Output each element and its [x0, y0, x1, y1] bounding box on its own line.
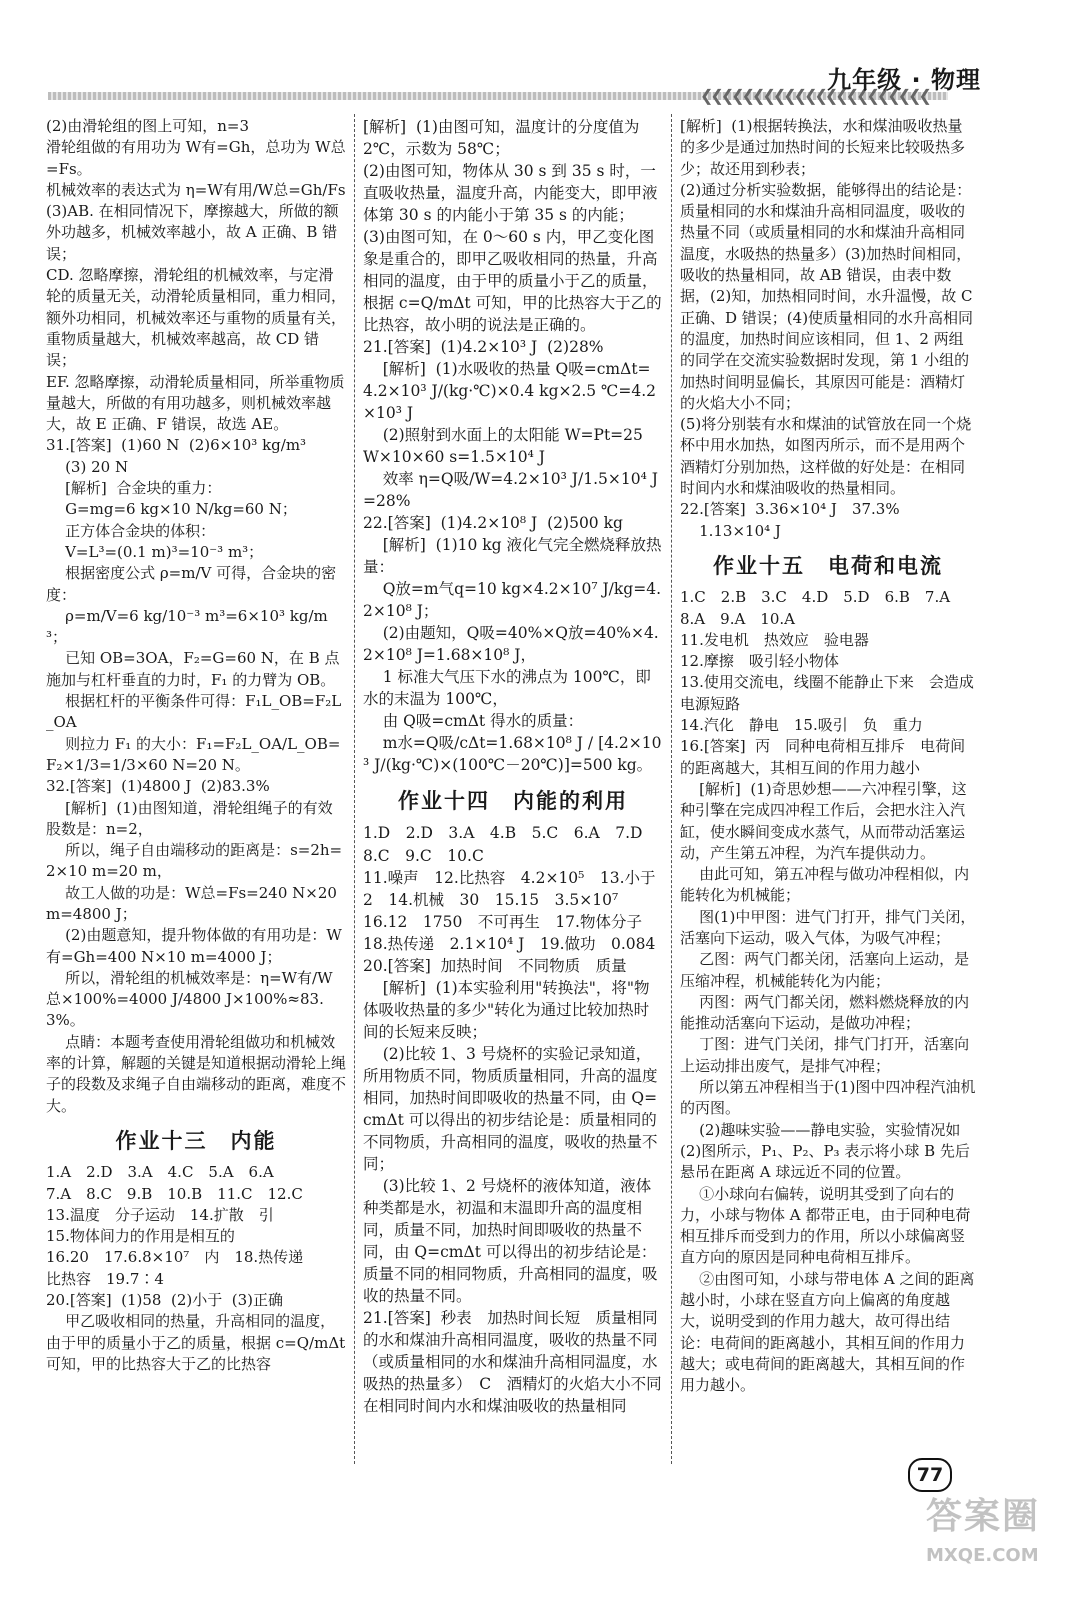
answer-line: 已知 OB=3OA，F₂=G=60 N，在 B 点施加与杠杆垂直的力时，F₁ 的力臂为 OB。 — [46, 649, 340, 689]
answer-line: (2)由滑轮组的图上可知，n=3 — [46, 117, 250, 135]
answer-line: EF. 忽略摩擦，动滑轮质量相同，所举重物质量越大，所做的有用功越多，则机械效率越大，故 E 正确、F 错误，故选 AE。 — [46, 372, 345, 434]
answer-line: 8.A 9.A 10.A — [680, 609, 795, 628]
page-header-title: 九年级 · 物理 — [827, 66, 981, 94]
answer-line: 8.C 9.C 10.C — [363, 846, 484, 865]
answer-line: 1.A 2.D 3.A 4.C 5.A 6.A — [46, 1163, 274, 1182]
answer-line: (5)将分别装有水和煤油的试管放在同一个烧杯中用水加热，如图丙所示，而不是用两个酒精灯分别加热，这样做的好处是：在相同时间内水和煤油吸收的热量相同。 — [680, 415, 972, 498]
answer-line: 7.A 8.C 9.B 10.B 11.C 12.C — [46, 1184, 303, 1203]
answer-line: 21.[答案] (1)4.2×10³ J (2)28% — [363, 338, 604, 357]
header-chevrons-decoration: ❮❮❮❮❮❮❮❮❮❮❮❮❮❮❮❮❮❮❮❮❮❮ — [700, 86, 929, 105]
answer-line: [解析] (1)奇思妙想——六冲程引擎，这种引擎在完成四冲程工作后，会把水注入汽缸，使水瞬间变成水蒸气，从而带动活塞运动，产生第五冲程，为汽车提供动力。 — [680, 779, 967, 862]
answer-line: (2)照射到水面上的太阳能 W=Pt=25 W×10×60 s=1.5×10⁴ J — [363, 426, 648, 467]
answer-line: 所以，滑轮组的机械效率是：η=W有/W总×100%=4000 J/4800 J×100%≈83.3%。 — [46, 968, 333, 1030]
middle-column — [363, 116, 678, 1417]
answer-line: [解析] (1)本实验利用"转换法"，将"物体吸收热量的多少"转化为通过比较加热时间的长短来反映； — [363, 978, 650, 1041]
answer-line: [解析] (1)由图可知，温度计的分度值为 2℃，示数为 58℃； — [363, 118, 645, 159]
answer-line: (2)趣味实验——静电实验，实验情况如(2)图所示，P₁、P₂、P₃ 表示将小球 B 先后悬吊在距离 A 球远近不同的位置。 — [680, 1120, 970, 1182]
answer-line: (2)由图可知，物体从 30 s 到 35 s 时，一直吸收热量，温度升高，内能变大，即甲液体第 30 s 的内能小于第 35 s 的内能； — [363, 162, 658, 225]
answer-line: (2)由题知，Q吸=40%×Q放=40%×4.2×10⁸ J=1.68×10⁸ J， — [363, 624, 659, 665]
answer-line: 乙图：两气门都关闭，活塞向上运动，是压缩冲程，机械能转化为内能； — [680, 950, 970, 990]
answer-line: 故工人做的功是：W总=Fs=240 N×20 m=4800 J； — [46, 883, 342, 923]
answer-line: 正方体合金块的体积： — [46, 521, 216, 540]
answer-line: 20.[答案] (1)58 (2)小于 (3)正确 — [46, 1291, 283, 1310]
answer-line: 11.发电机 热效应 验电器 — [680, 630, 869, 649]
answer-line: 丁图：进气门关闭，排气门打开，活塞向上运动排出废气，是排气冲程； — [680, 1035, 970, 1075]
answer-line: 16.20 17.6.8×10⁷ 内 18.热传递 — [46, 1248, 304, 1267]
answer-line: 11.噪声 12.比热容 4.2×10⁵ 13.小于 2 14.机械 30 15.15 3.5×10⁷ — [363, 868, 672, 909]
answer-line: (2)通过分析实验数据，能够得出的结论是：质量相同的水和煤油升高相同温度，吸收的热量不同（或质量相同的水和煤油升高相同温度，水吸热的热量多）(3)加热时间相同，吸收的热量相同，故 AB 错误，由表中数据，(2)知，加热相同时间，水升温慢，故 C 正确、D 错误；(4)使质量相同的水升高相同的温度，加热时间应该相同，但 1、2 两组的同学在交流实验数据时发现，第 1 小组的加热时间明显偏长，其原因可能是：酒精灯的火焰大小不同； — [680, 180, 978, 412]
column-divider-left — [354, 114, 355, 1464]
right-column — [680, 116, 976, 1397]
answer-line: V=L³=(0.1 m)³=10⁻³ m³； — [46, 542, 264, 561]
answer-line: (3)由图可知，在 0～60 s 内，甲乙变化图象是重合的，即甲乙吸收相同的热量，升高相同的温度，由于甲的质量小于乙的质量，根据 c=Q/mΔt 可知，甲的比热容大于乙的比热容，故小明的说法是正确的。 — [363, 228, 662, 335]
answer-line: 比热容 19.7∶4 — [46, 1269, 164, 1288]
answer-line: 滑轮组做的有用功为 W有=Gh，总功为 W总=Fs。 — [46, 138, 346, 178]
answer-line: CD. 忽略摩擦，滑轮组的机械效率，与定滑轮的质量无关，动滑轮质量相同，重力相同，额外功相同，机械效率还与重物的质量有关，重物质量越大，机械效率越高，故 CD 错误； — [46, 266, 347, 370]
left-column — [46, 116, 350, 1375]
answer-line: 14.汽化 静电 15.吸引 负 重力 — [680, 716, 923, 735]
answer-line: 1.D 2.D 3.A 4.B 5.C 6.A 7.D — [363, 824, 643, 843]
answer-line: ①小球向右偏转，说明其受到了向右的力，小球与物体 A 都带正电，由于同种电荷相互排斥而受到力的作用，所以小球偏离竖直方向的原因是同种电荷相互排斥。 — [680, 1184, 971, 1267]
answer-line: [解析] (1)根据转换法，水和煤油吸收热量的多少是通过加热时间的长短来比较吸热多少；故还用到秒表； — [680, 117, 966, 178]
answer-line: 根据杠杆的平衡条件可得：F₁L_OB=F₂L_OA — [46, 692, 342, 732]
answer-line: (2)由题意知，提升物体做的有用功是：W有=Gh=400 N×10 m=4000 J； — [46, 926, 342, 966]
answer-line: 图(1)中甲图：进气门打开，排气门关闭，活塞向下运动，吸入气体，为吸气冲程； — [680, 907, 976, 947]
section-title-15: 作业十五 电荷和电流 — [713, 553, 943, 578]
answer-line: (3)比较 1、2 号烧杯的液体知道，液体种类都是水，初温和末温即升高的温度相同，质量不同，加热时间即吸收的热量不同，由 Q=cmΔt 可以得出的初步结论是：质量不同的相同物质，升高相同的温度，吸收的热量不同。 — [363, 1176, 658, 1305]
answer-line: 16.12 1750 不可再生 17.物体分子 18.热传递 2.1×10⁴ J 19.做功 0.084 — [363, 912, 658, 953]
answer-line: (3) 20 N — [46, 457, 129, 476]
answer-line: G=mg=6 kg×10 N/kg=60 N； — [46, 500, 297, 519]
answer-line: 31.[答案] (1)60 N (2)6×10³ kg/m³ — [46, 436, 307, 455]
answer-line: [解析] (1)水吸收的热量 Q吸=cmΔt=4.2×10³ J/(kg·℃)×0.4 kg×2.5 ℃=4.2×10³ J — [363, 360, 657, 423]
column-divider-right — [671, 114, 672, 1464]
watermark-site: MXQE.COM — [926, 1545, 1039, 1566]
answer-line: 点睛：本题考查使用滑轮组做功和机械效率的计算，解题的关键是知道根据动滑轮上绳子的段数及求绳子自由端移动的距离，难度不大。 — [46, 1032, 347, 1115]
answer-line: 1 标准大气压下水的沸点为 100℃，即水的末温为 100℃， — [363, 668, 651, 709]
answer-line: 22.[答案] (1)4.2×10⁸ J (2)500 kg — [363, 514, 623, 533]
answer-line: 21.[答案] 秒表 加热时间长短 质量相同的水和煤油升高相同温度，吸收的热量不同（或质量相同的水和煤油升高相同温度，水吸热的热量多） C 酒精灯的火焰大小不同 在相同时间内水和煤油吸收的热量相同 — [363, 1308, 678, 1415]
watermark-logo: 答案圈 — [926, 1496, 1041, 1537]
answer-line: (2)比较 1、3 号烧杯的实验记录知道，所用物质不同，物质质量相同，升高的温度相同，加热时间即吸收的热量不同，由 Q=cmΔt 可以得出的初步结论是：质量相同的不同物质，升高相同的温度，吸收的热量不同； — [363, 1044, 658, 1173]
answer-line: 机械效率的表达式为 η=W有用/W总=Gh/Fs — [46, 180, 346, 199]
answer-line: 1.13×10⁴ J — [680, 521, 781, 540]
answer-line: 所以第五冲程相当于(1)图中四冲程汽油机的丙图。 — [680, 1078, 976, 1118]
answer-line: 由此可知，第五冲程与做功冲程相似，内能转化为机械能； — [680, 865, 970, 905]
answer-line: 由 Q吸=cmΔt 得水的质量： — [363, 712, 584, 731]
answer-line: (3)AB. 在相同情况下，摩擦越大，所做的额外功越多，机械效率越小，故 A 正确、B 错误； — [46, 202, 339, 263]
answer-line: [解析] (1)由图知道，滑轮组绳子的有效股数是：n=2， — [46, 798, 333, 838]
answer-line: 16.[答案] 丙 同种电荷相互排斥 电荷间的距离越大，其相互间的作用力越小 — [680, 737, 966, 777]
answer-line: 15.物体间力的作用是相互的 — [46, 1227, 235, 1246]
answer-line: ②由图可知，小球与带电体 A 之间的距离越小时，小球在竖直方向上偏离的角度越大，说明受到的作用力越大，故可得出结论：电荷间的距离越小，其相互间的作用力越大；或电荷间的距离越大，其相互间的作用力越小。 — [680, 1269, 975, 1395]
answer-line: 所以，绳子自由端移动的距离是：s=2h=2×10 m=20 m， — [46, 841, 343, 881]
watermark — [926, 1474, 1066, 1594]
answer-line: 13.使用交流电，线圈不能静止下来 会造成电源短路 — [680, 673, 974, 713]
answer-line: ρ=m/V=6 kg/10⁻³ m³=6×10³ kg/m³； — [46, 606, 328, 647]
answer-line: [解析] (1)10 kg 液化气完全燃烧释放热量： — [363, 536, 662, 577]
answer-line: 效率 η=Q吸/W=4.2×10³ J/1.5×10⁴ J=28% — [363, 470, 658, 511]
answer-line: 根据密度公式 ρ=m/V 可得，合金块的密度： — [46, 564, 337, 604]
answer-line: [解析] 合金块的重力： — [46, 479, 222, 498]
answer-line: 12.摩擦 吸引轻小物体 — [680, 652, 839, 671]
answer-line: 20.[答案] 加热时间 不同物质 质量 — [363, 956, 627, 975]
section-title-14: 作业十四 内能的利用 — [398, 789, 628, 814]
answer-line: Q放=m气q=10 kg×4.2×10⁷ J/kg=4.2×10⁸ J； — [363, 580, 661, 621]
answer-line: 32.[答案] (1)4800 J (2)83.3% — [46, 777, 270, 796]
section-title-13: 作业十三 内能 — [115, 1128, 277, 1153]
answer-line: 丙图：两气门都关闭，燃料燃烧释放的内能推动活塞向下运动，是做功冲程； — [680, 992, 970, 1033]
answer-line: 13.温度 分子运动 14.扩散 引 — [46, 1205, 274, 1224]
answer-line: 22.[答案] 3.36×10⁴ J 37.3% — [680, 500, 900, 519]
answer-line: 则拉力 F₁ 的大小：F₁=F₂L_OA/L_OB=F₂×1/3=1/3×60 N=20 N。 — [46, 734, 341, 774]
answer-line: 1.C 2.B 3.C 4.D 5.D 6.B 7.A — [680, 588, 951, 607]
page-number: 77 — [908, 1458, 952, 1492]
answer-line: m水=Q吸/cΔt=1.68×10⁸ J / [4.2×10³ J/(kg·℃)×(100℃－20℃)]=500 kg。 — [363, 734, 662, 775]
answer-line: 甲乙吸收相同的热量，升高相同的温度，由于甲的质量小于乙的质量，根据 c=Q/mΔt 可知，甲的比热容大于乙的比热容 — [46, 1312, 350, 1373]
